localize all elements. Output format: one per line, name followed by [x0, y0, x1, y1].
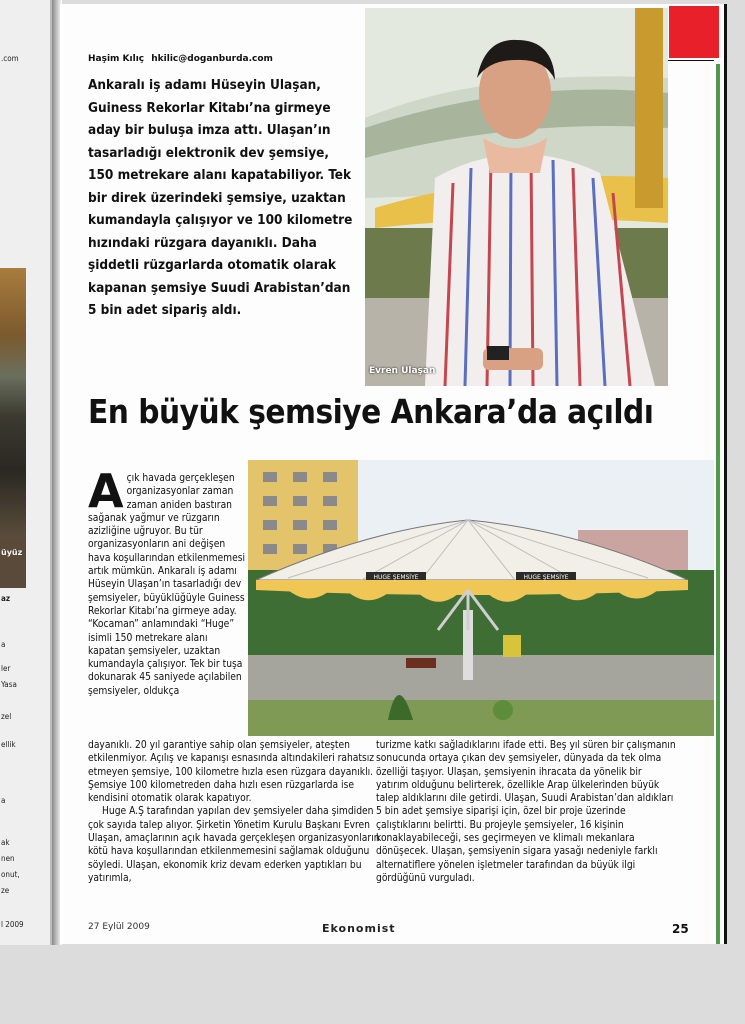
portrait-caption: Evren Ulaşan — [369, 366, 436, 376]
left-page-fragment: a — [1, 640, 6, 649]
magazine-page — [60, 4, 727, 944]
footer-page-number: 25 — [672, 922, 689, 936]
portrait-photo — [365, 8, 668, 386]
left-page-fragment: zel — [1, 712, 12, 721]
umbrella-brand-label: HUGE ŞEMSİYE — [523, 574, 569, 581]
left-page-fragment: ler — [1, 664, 11, 673]
byline — [88, 54, 273, 64]
left-page-fragment: ak — [1, 838, 10, 847]
author-name: Haşim Kılıç — [88, 54, 145, 64]
left-page-fragment: onut, — [1, 870, 20, 879]
author-email: hkilic@doganburda.com — [151, 54, 273, 64]
footer-date: 27 Eylül 2009 — [88, 922, 150, 932]
lead-paragraph: Ankaralı iş adamı Hüseyin Ulaşan, Guiness Rekorlar Kitabı’na girmeye aday bir buluşa imza attı. Ulaşan’ın tasarladığı elektronik dev şemsiye, 150 metrekare alanı kapatabiliyor. Tek bir direk üzerindeki şemsiye, uzaktan kumandayla çalışıyor ve 100 kilometre hızındaki rüzgara dayanıklı. Daha şiddetli rüzgarlarda otomatik olarak kapanan şemsiye Suudi Arabistan’dan 5 bin adet sipariş aldı. — [88, 77, 353, 318]
left-page-fragment: ellik — [1, 740, 16, 749]
umbrella-brand-label: HUGE ŞEMSİYE — [373, 574, 419, 581]
article-column-1 — [88, 464, 246, 698]
left-page-fragment: l 2009 — [1, 920, 24, 929]
left-page-photo-label: üyüz — [0, 538, 26, 588]
page-edge-stripe — [716, 64, 720, 944]
left-page-fragment: .com — [1, 54, 19, 63]
left-page-fragment: az — [1, 594, 11, 603]
portrait-illustration — [365, 8, 668, 386]
left-page-fragment: Yasa — [1, 680, 17, 689]
article-column-3: turizme katkı sağladıklarını ifade etti. Beş yıl süren bir çalışmanın sonucunda ortaya çıkan dev şemsiyeler, dünyada da tek olma özelliği taşıyor. Ulaşan, şemsiyenin ihracata da yönelik bir yatırım olduğunu belirterek, özellikle Arap ülkelerinden büyük talep aldıklarını dile getirdi. Ulaşan, Suudi Arabistan’dan aldıkları 5 bin adet şemsiye siparişi için, özel bir proje üzerinde çalıştıklarını belirtti. Bu projeyle şemsiyeler, 16 kişinin konaklayabileceği, ses geçirmeyen ve klimalı mekanlara dönüşecek. Ulaşan, şemsiyenin sigara yasağı nedeniyle farklı alternatiflere yönelen işletmeler tarafından da büyük ilgi gördüğünü vurguladı. — [376, 740, 676, 884]
article-column-2 — [88, 739, 384, 885]
umbrella-illustration — [248, 460, 714, 736]
section-corner-marker — [669, 6, 719, 58]
umbrella-photo — [248, 460, 714, 736]
left-page-photo — [0, 268, 26, 538]
left-page-edge — [0, 0, 52, 945]
article-headline: En büyük şemsiye Ankara’da açıldı — [88, 392, 654, 431]
footer-magazine-name: Ekonomist — [322, 922, 396, 935]
column-2-text-b: Huge A.Ş tarafından yapılan dev şemsiyeler daha şimdiden çok sayıda talep alıyor. Şirketin Yönetim Kurulu Başkanı Evren Ulaşan, amaçlarının açık havada gerçekleşen organizasyonların kötü hava koşullarından etkilenmemesini sağlamak olduğunu söyledi. Ulaşan, ekonomik kriz devam ederken yaptıkları bu yatırımla, — [88, 806, 380, 884]
left-page-fragment: ze — [1, 886, 10, 895]
left-page-fragment: a — [1, 796, 6, 805]
drop-cap: A — [88, 464, 124, 518]
column-1-text: çık havada gerçekleşen organizasyonlar zaman zaman aniden bastıran sağanak yağmur ve rüzgarın azizliğine uğruyor. Bu tür organizasyonların ani değişen hava koşullarından etkilenmemesi artık mümkün. Ankaralı iş adamı Hüseyin Ulaşan’ın tasarladığı dev şemsiyeler, büyüklüğüyle Guiness Rekorlar Kitabı’na girmeye aday. “Kocaman” anlamındaki “Huge” isimli 150 metrekare alanı kapatan şemsiyeler, uzaktan kumandayla çalışıyor. Tek bir tuşa dokunarak 45 saniyede açılabilen şemsiyeler, oldukça — [88, 473, 246, 697]
column-2-text-a: dayanıklı. 20 yıl garantiye sahip olan şemsiyeler, ateşten etkilenmiyor. Açılış ve kapanışı esnasında altındakileri rahatsız etmeyen şemsiye, 100 kilometre hızla esen rüzgara dayanıklı. Şemsiye 100 kilometreden daha hızlı esen rüzgarlarda ise kendisini otomatik olarak kapatıyor. — [88, 740, 375, 805]
left-page-fragment: nen — [1, 854, 15, 863]
